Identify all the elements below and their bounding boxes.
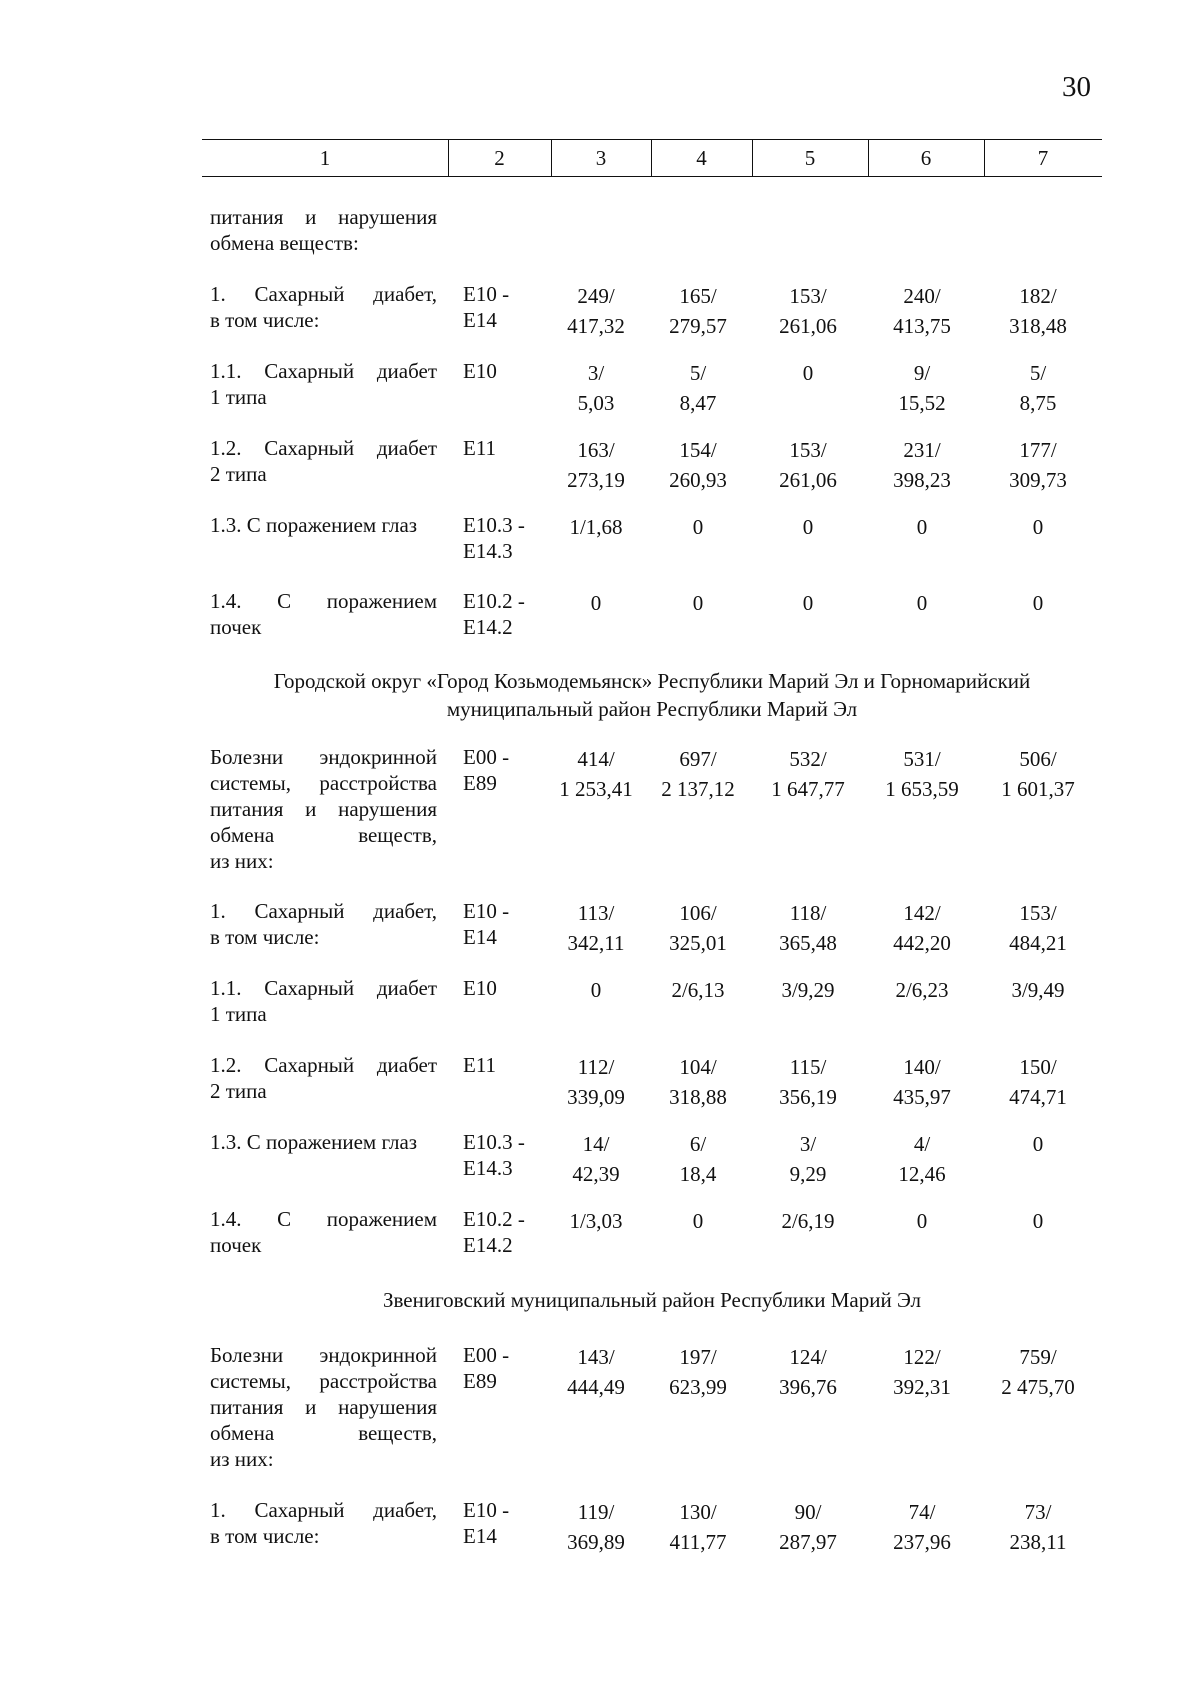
row-label: 1. Сахарный диабет, в том числе:: [210, 899, 437, 949]
icd-code: E10: [463, 976, 497, 1000]
value-cell: 0: [590, 591, 602, 615]
value-cell: 143/ 444,49: [567, 1345, 625, 1399]
row-label: питания и нарушения обмена веществ:: [210, 205, 437, 255]
icd-code: E10 - E14: [463, 899, 510, 949]
column-header-5: 5: [804, 146, 816, 170]
section-title: Городской округ «Город Козьмодемьянск» Республики Марий Эл и Горномарийский муниципальный район Республики Марий Эл: [273, 669, 1031, 721]
value-cell: 150/ 474,71: [1009, 1055, 1067, 1109]
value-cell: 154/ 260,93: [669, 438, 727, 492]
section-title: Звениговский муниципальный район Республики Марий Эл: [382, 1288, 922, 1312]
row-label: Болезни эндокринной системы, расстройства питания и нарушения обмена веществ, из них:: [210, 745, 437, 873]
row-label: 1.3. С поражением глаз: [210, 513, 418, 537]
row-label: 1.1. Сахарный диабет 1 типа: [210, 976, 437, 1026]
icd-code: E10 - E14: [463, 1498, 510, 1548]
icd-code: E00 - E89: [463, 1343, 510, 1393]
column-header-2: 2: [494, 146, 505, 170]
value-cell: 532/ 1 647,77: [771, 747, 845, 801]
row-label: 1.4. С поражением почек: [210, 1207, 437, 1257]
value-cell: 697/ 2 137,12: [661, 747, 735, 801]
column-header-6: 6: [920, 146, 932, 170]
icd-code: E10.3 - E14.3: [463, 513, 525, 563]
value-cell: 140/ 435,97: [893, 1055, 951, 1109]
value-cell: 113/ 342,11: [567, 901, 625, 955]
value-cell: 0: [692, 591, 704, 615]
icd-code: E10.3 - E14.3: [463, 1130, 525, 1180]
value-cell: 0: [692, 515, 704, 539]
row-label: 1.3. С поражением глаз: [210, 1130, 418, 1154]
row-label: Болезни эндокринной системы, расстройства питания и нарушения обмена веществ, из них:: [210, 1343, 437, 1471]
row-label: 1.2. Сахарный диабет 2 типа: [210, 1053, 437, 1103]
row-label: 1.4. С поражением почек: [210, 589, 437, 639]
value-cell: 0: [916, 591, 928, 615]
value-cell: 0: [1032, 1209, 1044, 1233]
value-cell: 414/ 1 253,41: [559, 747, 633, 801]
value-cell: 153/ 484,21: [1009, 901, 1067, 955]
value-cell: 182/ 318,48: [1009, 284, 1067, 338]
value-cell: 249/ 417,32: [567, 284, 625, 338]
value-cell: 5/ 8,75: [1019, 361, 1057, 415]
row-label: 1.2. Сахарный диабет 2 типа: [210, 436, 437, 486]
value-cell: 1/3,03: [569, 1209, 623, 1233]
column-header-3: 3: [595, 146, 607, 170]
value-cell: 0: [916, 515, 928, 539]
value-cell: 506/ 1 601,37: [1001, 747, 1075, 801]
value-cell: 1/1,68: [569, 515, 623, 539]
value-cell: 0: [1032, 515, 1044, 539]
value-cell: 90/ 287,97: [779, 1500, 837, 1554]
value-cell: 124/ 396,76: [779, 1345, 837, 1399]
value-cell: 0: [802, 515, 814, 539]
value-cell: 73/ 238,11: [1009, 1500, 1067, 1554]
value-cell: 2/6,23: [895, 978, 949, 1002]
value-cell: 122/ 392,31: [893, 1345, 951, 1399]
value-cell: 165/ 279,57: [669, 284, 727, 338]
value-cell: 9/ 15,52: [898, 361, 946, 415]
page-number: 30: [1062, 71, 1091, 103]
value-cell: 163/ 273,19: [567, 438, 625, 492]
value-cell: 4/ 12,46: [898, 1132, 946, 1186]
icd-code: E10 - E14: [463, 282, 510, 332]
value-cell: 0: [1032, 591, 1044, 615]
column-header-4: 4: [696, 146, 707, 170]
value-cell: 197/ 623,99: [669, 1345, 727, 1399]
value-cell: 177/ 309,73: [1009, 438, 1067, 492]
value-cell: 115/ 356,19: [779, 1055, 837, 1109]
value-cell: 2/6,13: [671, 978, 725, 1002]
icd-code: E10: [463, 359, 497, 383]
value-cell: 2/6,19: [781, 1209, 835, 1233]
column-header-1: 1: [319, 146, 331, 170]
value-cell: 5/ 8,47: [679, 361, 717, 415]
value-cell: 3/ 5,03: [577, 361, 615, 415]
value-cell: 6/ 18,4: [679, 1132, 717, 1186]
icd-code: E00 - E89: [463, 745, 510, 795]
value-cell: 759/ 2 475,70: [1001, 1345, 1075, 1399]
value-cell: 142/ 442,20: [893, 901, 951, 955]
value-cell: 3/ 9,29: [789, 1132, 827, 1186]
value-cell: 3/9,29: [781, 978, 835, 1002]
row-label: 1. Сахарный диабет, в том числе:: [210, 1498, 437, 1548]
value-cell: 153/ 261,06: [779, 284, 837, 338]
value-cell: 153/ 261,06: [779, 438, 837, 492]
value-cell: 0: [802, 361, 814, 385]
value-cell: 0: [1032, 1132, 1044, 1156]
value-cell: 112/ 339,09: [567, 1055, 625, 1109]
value-cell: 118/ 365,48: [779, 901, 837, 955]
value-cell: 0: [692, 1209, 704, 1233]
value-cell: 14/ 42,39: [572, 1132, 620, 1186]
value-cell: 3/9,49: [1011, 978, 1065, 1002]
value-cell: 130/ 411,77: [669, 1500, 727, 1554]
value-cell: 231/ 398,23: [893, 438, 951, 492]
column-header-7: 7: [1037, 146, 1049, 170]
value-cell: 119/ 369,89: [567, 1500, 625, 1554]
icd-code: E10.2 - E14.2: [463, 589, 525, 639]
column-header-row: [202, 139, 1102, 177]
value-cell: 74/ 237,96: [893, 1500, 951, 1554]
icd-code: E11: [463, 1053, 497, 1077]
value-cell: 104/ 318,88: [669, 1055, 727, 1109]
value-cell: 240/ 413,75: [893, 284, 951, 338]
value-cell: 531/ 1 653,59: [885, 747, 959, 801]
value-cell: 0: [590, 978, 602, 1002]
row-label: 1.1. Сахарный диабет 1 типа: [210, 359, 437, 409]
value-cell: 0: [802, 591, 814, 615]
icd-code: E10.2 - E14.2: [463, 1207, 525, 1257]
value-cell: 0: [916, 1209, 928, 1233]
value-cell: 106/ 325,01: [669, 901, 727, 955]
row-label: 1. Сахарный диабет, в том числе:: [210, 282, 437, 332]
icd-code: E11: [463, 436, 497, 460]
